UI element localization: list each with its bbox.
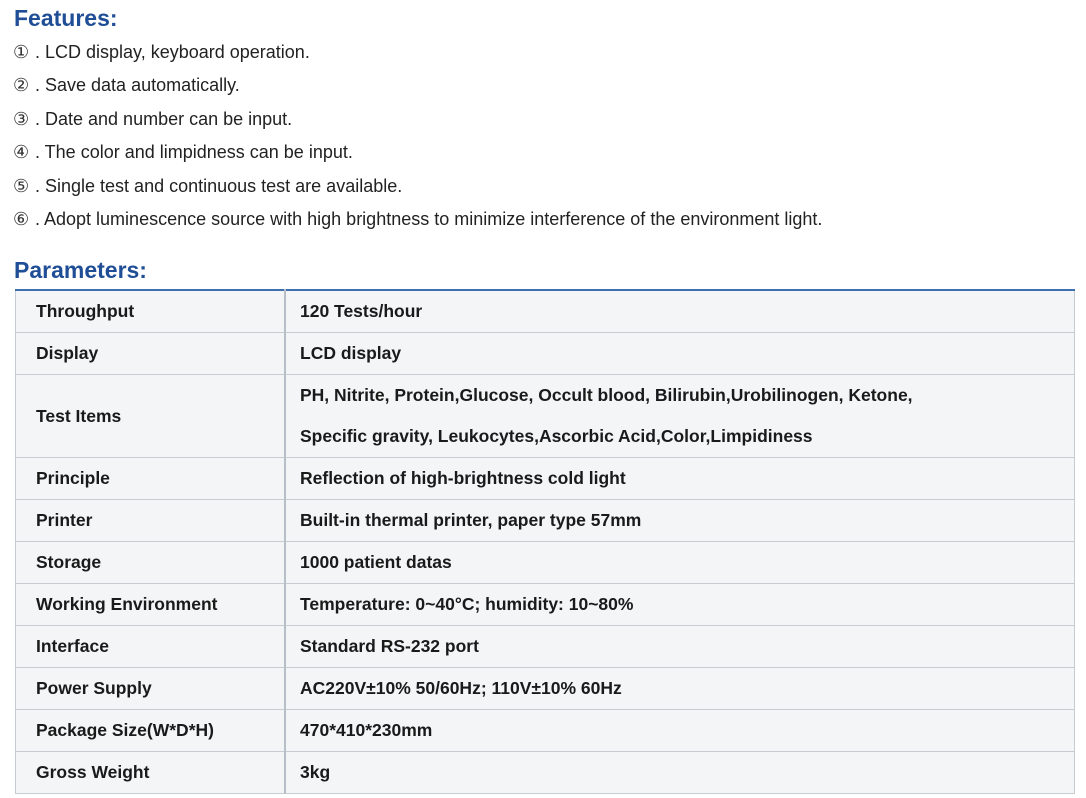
param-label: Interface (16, 626, 286, 668)
table-row (16, 710, 1075, 752)
feature-item (13, 40, 822, 73)
table-row (16, 290, 1075, 333)
feature-item (13, 73, 822, 106)
param-label: Power Supply (16, 668, 286, 710)
table-row (16, 375, 1075, 458)
param-label: Gross Weight (16, 752, 286, 794)
feature-number: ④ (13, 142, 30, 164)
param-value-line: AC220V±10% 50/60Hz; 110V±10% 60Hz (300, 678, 622, 698)
param-value (285, 290, 1075, 333)
param-label: Principle (16, 458, 286, 500)
table-row (16, 333, 1075, 375)
param-value (285, 626, 1075, 668)
param-value (285, 375, 1075, 458)
param-value (285, 710, 1075, 752)
feature-number: ③ (13, 108, 30, 130)
param-value-line: Temperature: 0~40°C; humidity: 10~80% (300, 594, 634, 614)
feature-item (13, 174, 822, 207)
param-value-line: Standard RS-232 port (300, 636, 479, 656)
table-row (16, 500, 1075, 542)
table-row (16, 668, 1075, 710)
feature-item (13, 107, 822, 140)
table-row (16, 584, 1075, 626)
param-value-line: 1000 patient datas (300, 552, 452, 572)
param-value-line: Reflection of high-brightness cold light (300, 468, 626, 488)
parameters-heading: Parameters: (14, 257, 147, 283)
param-value-line: 470*410*230mm (300, 720, 433, 740)
parameters-table-body (16, 290, 1075, 794)
param-value (285, 752, 1075, 794)
table-row (16, 752, 1075, 794)
param-label: Package Size(W*D*H) (16, 710, 286, 752)
param-value-line: Specific gravity, Leukocytes,Ascorbic Acid,Color,Limpidiness (300, 426, 813, 446)
param-value-line: 3kg (300, 762, 331, 782)
param-value-line: 120 Tests/hour (300, 301, 423, 321)
feature-text: . Save data automatically. (35, 75, 240, 96)
feature-text: . Adopt luminescence source with high brightness to minimize interference of the environment light. (35, 208, 823, 229)
feature-number: ② (13, 75, 30, 97)
table-row (16, 542, 1075, 584)
feature-number: ⑤ (13, 175, 30, 197)
feature-number: ⑥ (13, 208, 30, 230)
param-value-line: LCD display (300, 343, 402, 363)
param-value (285, 668, 1075, 710)
features-list (13, 40, 822, 240)
param-label: Throughput (16, 290, 286, 333)
feature-number: ① (13, 42, 30, 63)
param-value (285, 458, 1075, 500)
param-value (285, 584, 1075, 626)
feature-item (13, 140, 822, 173)
param-label: Printer (16, 500, 286, 542)
table-row (16, 458, 1075, 500)
features-heading: Features: (14, 5, 118, 31)
param-label: Test Items (16, 375, 286, 458)
table-row (16, 626, 1075, 668)
feature-item (13, 207, 822, 240)
param-value (285, 333, 1075, 375)
feature-text: . Date and number can be input. (35, 108, 293, 129)
feature-text: . The color and limpidness can be input. (35, 142, 353, 163)
param-label: Display (16, 333, 286, 375)
param-value (285, 542, 1075, 584)
param-value (285, 500, 1075, 542)
param-label: Working Environment (16, 584, 286, 626)
param-value-line: Built-in thermal printer, paper type 57mm (300, 510, 642, 530)
parameters-table (15, 289, 1075, 794)
feature-text: . LCD display, keyboard operation. (35, 42, 310, 62)
feature-text: . Single test and continuous test are available. (35, 175, 403, 196)
param-label: Storage (16, 542, 286, 584)
param-value-line: PH, Nitrite, Protein,Glucose, Occult blood, Bilirubin,Urobilinogen, Ketone, (300, 385, 913, 405)
